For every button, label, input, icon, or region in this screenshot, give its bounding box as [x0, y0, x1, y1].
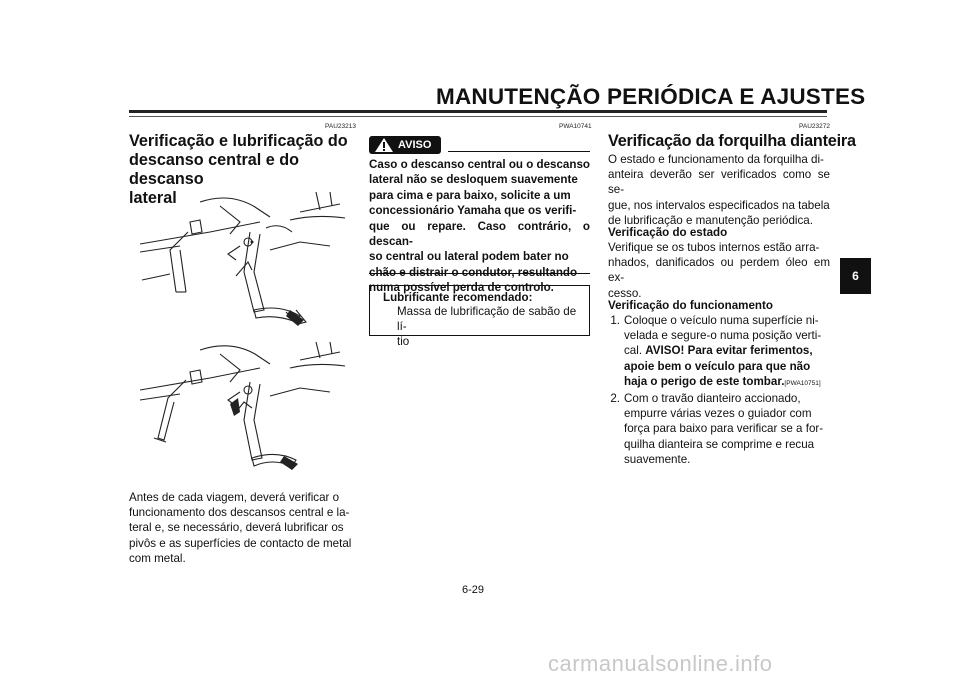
fork-intro	[608, 152, 830, 228]
step-2	[596, 391, 830, 467]
heading-line: lateral	[129, 189, 177, 207]
header-rule-thin	[129, 116, 827, 117]
step-text	[624, 313, 830, 391]
step-text	[624, 391, 830, 467]
lubricant-box	[369, 285, 590, 349]
step-warning-bold: apoie bem o veículo para que não	[624, 359, 811, 373]
step-1	[596, 313, 830, 391]
figure-stand-1	[140, 192, 348, 330]
step-line	[624, 343, 830, 358]
step-warning-bold: AVISO! Para evitar ferimentos,	[645, 344, 813, 358]
condition-line: Verifique se os tubos internos estão arra-	[608, 241, 820, 254]
fork-heading: Verificação da forquilha dianteira	[608, 132, 856, 150]
stand-illustration	[140, 192, 348, 330]
intro-line: O estado e funcionamento da forquilha di-	[608, 153, 824, 166]
heading-line: descanso central e do descanso	[129, 151, 300, 188]
figure-stand-2	[140, 342, 348, 480]
warning-badge	[369, 136, 441, 154]
step-line-plain: cal.	[624, 344, 643, 358]
step-code: [PWA10751]	[784, 379, 821, 387]
lubricant-line: tio	[397, 335, 410, 349]
operation-steps	[596, 313, 830, 467]
step-line: empurre várias vezes o guiador com	[624, 407, 812, 421]
warning-triangle-icon	[374, 137, 394, 153]
subheading-condition: Verificação do estado	[608, 226, 728, 239]
step-line	[624, 374, 830, 391]
stand-illustration-2	[140, 342, 348, 480]
intro-line: de lubrificação e manutenção periódica.	[608, 213, 813, 227]
step-line: força para baixo para verificar se a for-	[624, 422, 824, 436]
condition-line: nhados, danificados ou perdem óleo em ex-	[608, 256, 830, 285]
paragraph-line: pivôs e as superfícies de contacto de metal	[129, 536, 352, 550]
lubricant-title: Lubrificante recomendado:	[383, 291, 533, 304]
heading-line: Verificação e lubrificação do	[129, 132, 348, 150]
step-line: velada e segure-o numa posição verti-	[624, 329, 822, 343]
section-code: PAU23272	[799, 123, 830, 130]
stand-check-paragraph	[129, 490, 354, 566]
warning-code: PWA10741	[559, 123, 592, 130]
page-number: 6-29	[462, 584, 485, 596]
condition-text	[608, 240, 830, 301]
watermark: carmanualsonline.info	[548, 651, 773, 676]
subheading-operation: Verificação do funcionamento	[608, 299, 773, 312]
intro-line: anteira deverão ser verificados como se se-	[608, 168, 830, 197]
section-code: PAU23213	[325, 123, 356, 130]
warning-line: lateral não se desloquem suavemente	[369, 173, 578, 187]
step-number: 1.	[610, 314, 620, 327]
warning-line: para cima e para baixo, solicite a um	[369, 188, 571, 202]
step-line: suavemente.	[624, 452, 691, 466]
lubricant-line: Massa de lubrificação de sabão de lí-	[397, 305, 577, 334]
header-rule	[129, 110, 827, 113]
chapter-tab: 6	[840, 258, 871, 294]
warning-line: Caso o descanso central ou o descanso	[369, 158, 590, 171]
paragraph-line: teral e, se necessário, deverá lubrificar os	[129, 521, 344, 535]
warning-line: so central ou lateral podem bater no	[369, 250, 569, 264]
warning-end-rule	[369, 273, 590, 274]
paragraph-line: com metal.	[129, 551, 186, 565]
step-line: Coloque o veículo numa superfície ni-	[624, 314, 819, 327]
step-number: 2.	[610, 392, 620, 406]
step-line: quilha dianteira se comprime e recua	[624, 437, 815, 451]
lubricant-text	[397, 304, 587, 350]
intro-line: gue, nos intervalos especificados na tabela	[608, 198, 830, 212]
page-title: MANUTENÇÃO PERIÓDICA E AJUSTES	[436, 84, 866, 109]
step-line: Com o travão dianteiro accionado,	[624, 392, 801, 406]
warning-line: concessionário Yamaha que os verifi-	[369, 204, 577, 218]
warning-line: que ou repare. Caso contrário, o descan-	[369, 219, 590, 249]
paragraph-line: Antes de cada viagem, deverá verificar o	[129, 491, 340, 504]
warning-text	[369, 157, 590, 296]
warning-rule	[448, 151, 590, 152]
paragraph-line: funcionamento dos descansos central e la-	[129, 506, 350, 520]
warning-label: AVISO	[398, 139, 432, 151]
condition-line: cesso.	[608, 286, 642, 300]
warning-line: numa possível perda de controlo.	[369, 281, 554, 295]
step-warning-bold: haja o perigo de este tombar.	[624, 374, 785, 388]
